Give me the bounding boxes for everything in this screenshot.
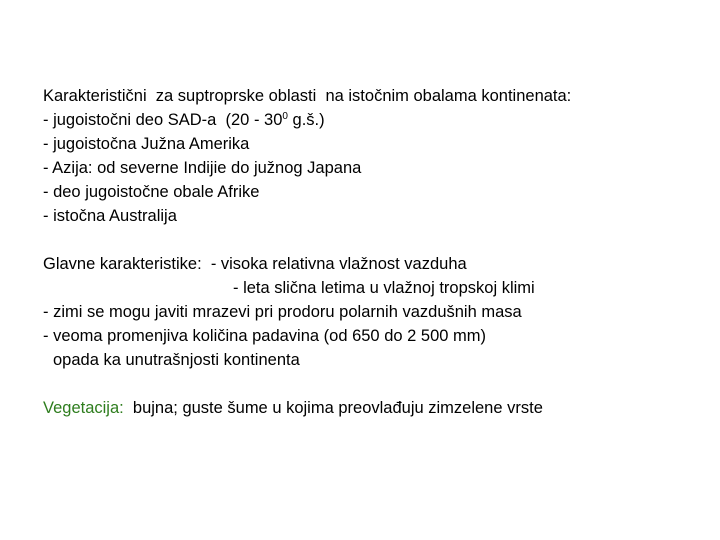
vegetation-line	[43, 396, 703, 420]
characteristics-first-line	[43, 252, 703, 276]
region-item-usa-text: - jugoistočni deo SAD-a (20 - 30	[43, 111, 283, 129]
section-spacer	[43, 372, 703, 396]
region-item-usa	[43, 108, 703, 132]
region-item-africa: - deo jugoistočne obale Afrike	[43, 183, 260, 201]
region-item-usa-suffix: g.š.)	[287, 111, 325, 129]
slide-text-body	[43, 84, 703, 420]
characteristic-item-summers: - leta slična letima u vlažnoj tropskoj klimi	[233, 279, 535, 297]
characteristic-item-winters: - zimi se mogu javiti mrazevi pri prodoru polarnih vazdušnih masa	[43, 303, 522, 321]
characteristics-label: Glavne karakteristike	[43, 255, 198, 273]
vegetation-text: bujna; guste šume u kojima preovlađuju zimzelene vrste	[123, 399, 543, 417]
region-item-south-america: - jugoistočna Južna Amerika	[43, 135, 250, 153]
degree-superscript: 0	[282, 111, 288, 122]
region-item-asia: - Azija: od severne Indijie do južnog Japana	[43, 159, 362, 177]
intro-heading: Karakteristični za suptroprske oblasti na istočnim obalama kontinenata:	[43, 87, 572, 105]
region-item-australia: - istočna Australija	[43, 207, 177, 225]
characteristic-item-humidity: : - visoka relativna vlažnost vazduha	[197, 255, 467, 273]
section-spacer	[43, 228, 703, 252]
vegetation-label: Vegetacija:	[43, 399, 124, 417]
characteristic-item-precipitation-continued: opada ka unutrašnjosti kontinenta	[53, 351, 300, 369]
characteristic-item-precipitation: - veoma promenjiva količina padavina (od 650 do 2 500 mm)	[43, 327, 486, 345]
